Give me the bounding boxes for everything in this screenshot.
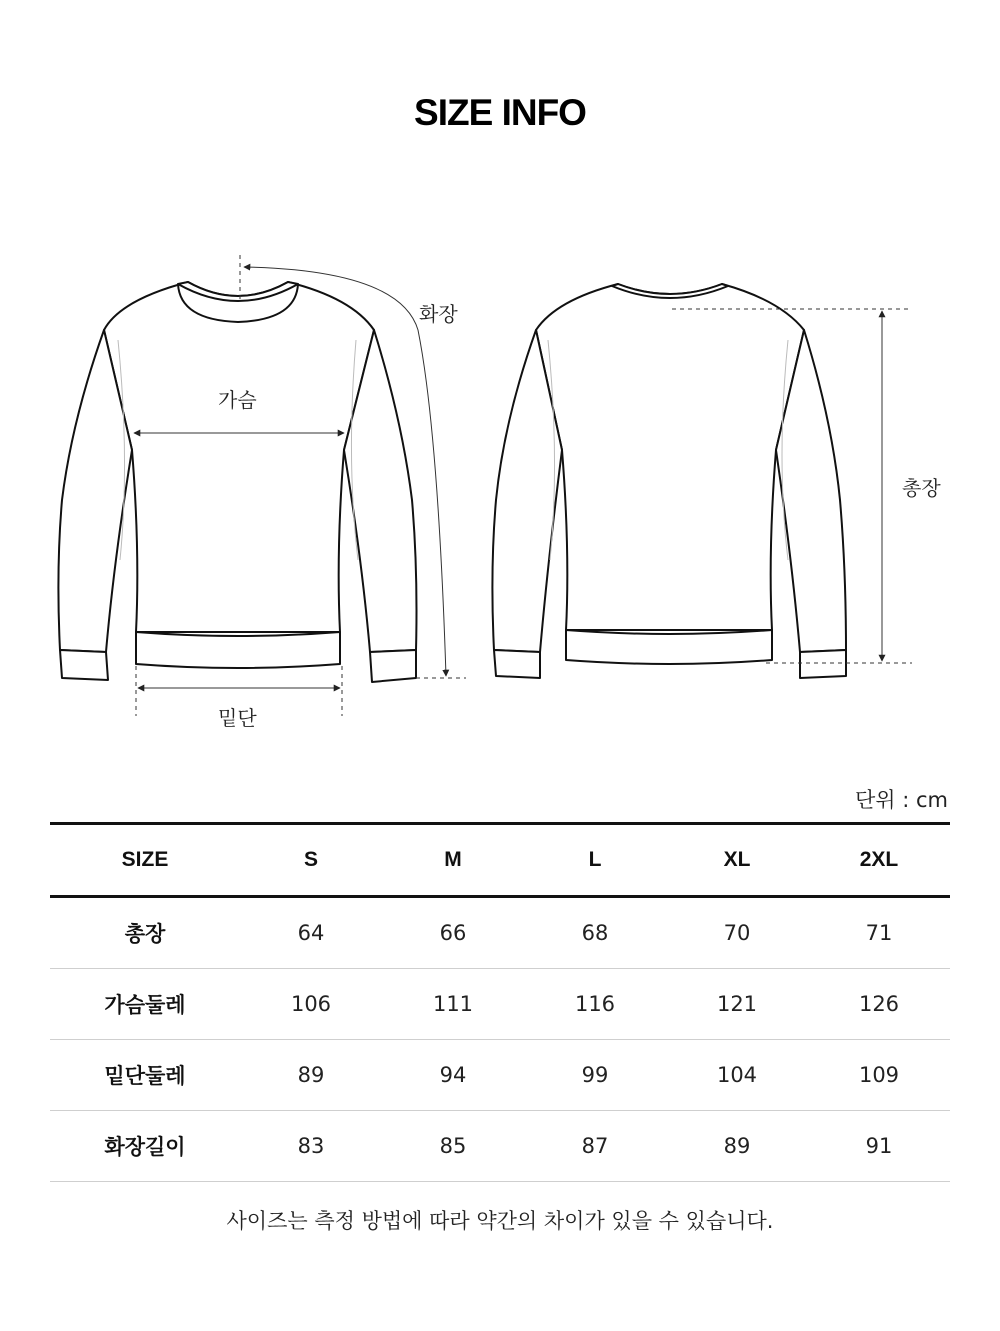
table-cell: 66 bbox=[382, 897, 524, 969]
table-cell: 85 bbox=[382, 1111, 524, 1182]
header-xl: XL bbox=[666, 824, 808, 897]
table-row bbox=[50, 1111, 950, 1182]
chest-label: 가슴 bbox=[218, 388, 257, 412]
table-cell: 106 bbox=[240, 969, 382, 1040]
table-cell: 89 bbox=[666, 1111, 808, 1182]
table-cell: 116 bbox=[524, 969, 666, 1040]
sweatshirt-diagram bbox=[0, 230, 1000, 730]
table-row bbox=[50, 1040, 950, 1111]
page-title: SIZE INFO bbox=[414, 92, 586, 133]
table-row bbox=[50, 897, 950, 969]
table-cell: 104 bbox=[666, 1040, 808, 1111]
size-table bbox=[50, 822, 950, 1182]
total-length-label: 총장 bbox=[902, 476, 941, 500]
row-label: 가슴둘레 bbox=[50, 969, 240, 1040]
table-cell: 121 bbox=[666, 969, 808, 1040]
table-cell: 71 bbox=[808, 897, 950, 969]
table-cell: 70 bbox=[666, 897, 808, 969]
table-cell: 94 bbox=[382, 1040, 524, 1111]
table-header-row bbox=[50, 824, 950, 897]
row-label: 총장 bbox=[50, 897, 240, 969]
table-cell: 126 bbox=[808, 969, 950, 1040]
table-cell: 109 bbox=[808, 1040, 950, 1111]
header-s: S bbox=[240, 824, 382, 897]
table-cell: 68 bbox=[524, 897, 666, 969]
table-cell: 99 bbox=[524, 1040, 666, 1111]
header-2xl: 2XL bbox=[808, 824, 950, 897]
table-cell: 89 bbox=[240, 1040, 382, 1111]
row-label: 화장길이 bbox=[50, 1111, 240, 1182]
table-row bbox=[50, 969, 950, 1040]
header-size: SIZE bbox=[50, 824, 240, 897]
unit-label: 단위 : cm bbox=[854, 788, 948, 812]
sleeve-length-label: 화장 bbox=[419, 302, 458, 326]
header-m: M bbox=[382, 824, 524, 897]
table-cell: 91 bbox=[808, 1111, 950, 1182]
header-l: L bbox=[524, 824, 666, 897]
row-label: 밑단둘레 bbox=[50, 1040, 240, 1111]
table-cell: 83 bbox=[240, 1111, 382, 1182]
table-cell: 64 bbox=[240, 897, 382, 969]
back-view bbox=[492, 284, 846, 678]
measurement-note: 사이즈는 측정 방법에 따라 약간의 차이가 있을 수 있습니다. bbox=[226, 1209, 774, 1233]
hem-label: 밑단 bbox=[218, 706, 257, 730]
front-view bbox=[58, 282, 416, 682]
table-cell: 111 bbox=[382, 969, 524, 1040]
table-cell: 87 bbox=[524, 1111, 666, 1182]
